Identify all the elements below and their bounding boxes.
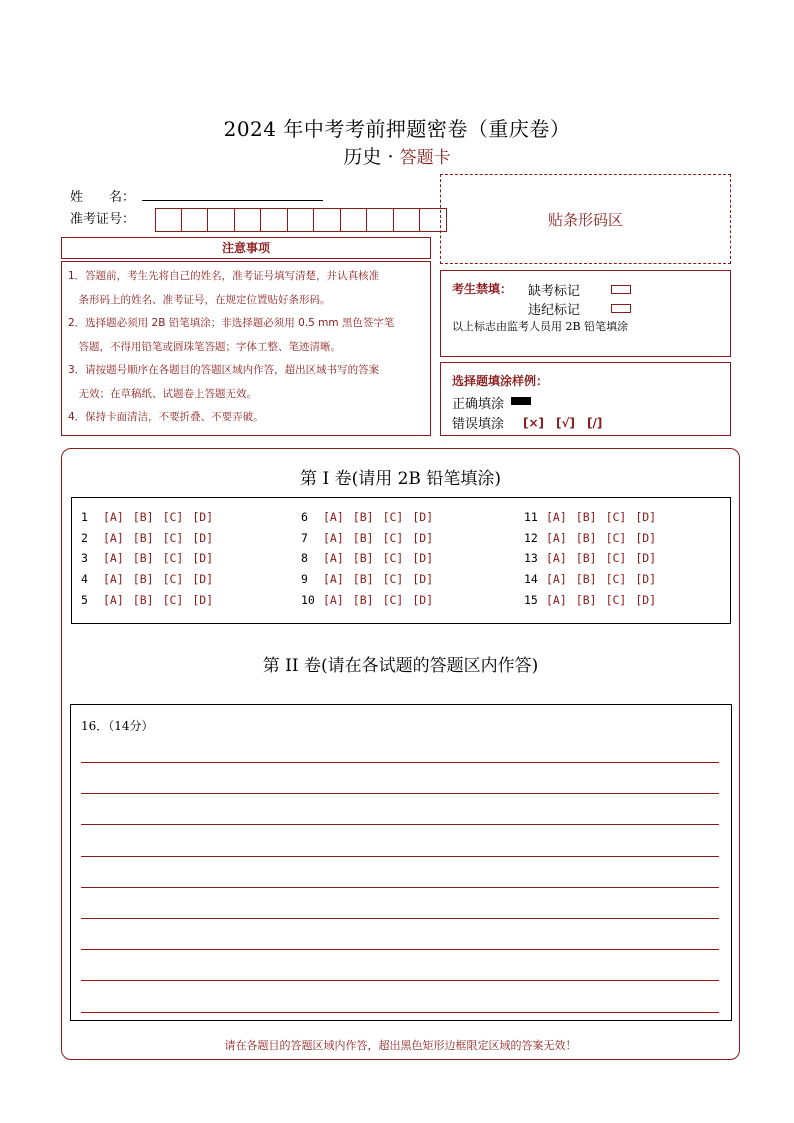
choice-question-row bbox=[81, 548, 222, 569]
question-number: 4 bbox=[81, 572, 88, 587]
exam-id-digit-box[interactable] bbox=[261, 208, 288, 232]
answer-bubble[interactable]: [B] bbox=[575, 572, 597, 587]
exam-id-digit-box[interactable] bbox=[314, 208, 341, 232]
choice-question-row bbox=[81, 590, 222, 611]
answer-bubble[interactable]: [A] bbox=[323, 572, 344, 587]
choice-column bbox=[81, 507, 222, 610]
answer-bubble[interactable]: [B] bbox=[575, 530, 597, 545]
subject-label: 历史 bbox=[343, 146, 382, 168]
notice-heading: 注意事项 bbox=[61, 237, 431, 259]
answer-bubble[interactable]: [C] bbox=[162, 530, 184, 545]
answer-bubble[interactable]: [D] bbox=[192, 530, 214, 545]
prohibit-note: 以上标志由监考人员用 2B 铅笔填涂 bbox=[452, 320, 629, 333]
barcode-label: 贴条形码区 bbox=[547, 210, 623, 229]
answer-bubble[interactable]: [A] bbox=[546, 572, 567, 587]
answer-bubble[interactable]: [D] bbox=[635, 530, 657, 545]
notice-body bbox=[61, 261, 431, 436]
answer-bubble[interactable]: [C] bbox=[605, 572, 627, 587]
answer-bubble[interactable]: [C] bbox=[162, 572, 184, 587]
prohibit-box bbox=[440, 270, 731, 357]
answer-bubble[interactable]: [D] bbox=[412, 572, 434, 587]
choice-column bbox=[301, 507, 442, 610]
prohibit-label: 考生禁填： bbox=[452, 282, 513, 296]
answer-bubble[interactable]: [A] bbox=[546, 551, 567, 566]
choice-question-box bbox=[71, 497, 731, 624]
exam-id-digit-box[interactable] bbox=[208, 208, 235, 232]
wrong-fill-label: 错误填涂 bbox=[452, 417, 505, 432]
question-number: 6 bbox=[301, 510, 308, 524]
name-field[interactable] bbox=[142, 200, 323, 201]
violation-mark-box[interactable] bbox=[611, 302, 631, 316]
answer-bubble[interactable]: [A] bbox=[323, 551, 344, 566]
choice-question-row bbox=[81, 569, 222, 590]
answer-card-label: 答题卡 bbox=[399, 148, 451, 168]
exam-id-digit-box[interactable] bbox=[288, 208, 315, 232]
answer-bubble[interactable]: [A] bbox=[546, 592, 567, 607]
answer-bubble[interactable]: [B] bbox=[132, 510, 154, 524]
answer-bubble[interactable]: [B] bbox=[132, 572, 154, 587]
correct-fill-sample bbox=[511, 397, 531, 405]
answer-bubble[interactable]: [A] bbox=[323, 530, 344, 545]
answer-bubble[interactable]: [C] bbox=[162, 510, 184, 524]
notice-line: 条形码上的姓名、准考证号，在规定位置贴好条形码。 bbox=[68, 293, 331, 306]
page-subtitle bbox=[0, 142, 794, 169]
answer-bubble[interactable]: [B] bbox=[352, 510, 374, 524]
answer-bubble[interactable]: [D] bbox=[412, 510, 434, 524]
answer-bubble[interactable]: [D] bbox=[192, 551, 214, 566]
answer-writing-line bbox=[81, 949, 719, 950]
answer-bubble[interactable]: [A] bbox=[323, 510, 344, 524]
exam-id-digit-box[interactable] bbox=[341, 208, 368, 232]
correct-fill-label: 正确填涂 bbox=[452, 397, 505, 412]
answer-bubble[interactable]: [C] bbox=[382, 592, 404, 607]
answer-bubble[interactable]: [C] bbox=[605, 551, 627, 566]
answer-bubble[interactable]: [B] bbox=[575, 592, 597, 607]
answer-bubble[interactable]: [B] bbox=[132, 592, 154, 607]
choice-question-row bbox=[524, 548, 665, 569]
answer-bubble[interactable]: [B] bbox=[575, 510, 597, 524]
answer-bubble[interactable]: [C] bbox=[382, 572, 404, 587]
answer-bubble[interactable]: [B] bbox=[352, 572, 374, 587]
answer-bubble[interactable]: [D] bbox=[635, 510, 657, 524]
wrong-fill-samples: [×] [√] [/] bbox=[523, 416, 603, 430]
answer-writing-line bbox=[81, 793, 719, 794]
question-16-answer-box[interactable] bbox=[70, 704, 732, 1021]
answer-bubble[interactable]: [A] bbox=[103, 530, 124, 545]
answer-bubble[interactable]: [D] bbox=[412, 530, 434, 545]
answer-bubble[interactable]: [C] bbox=[382, 510, 404, 524]
choice-question-row bbox=[524, 528, 665, 549]
choice-question-row bbox=[301, 528, 442, 549]
exam-id-label: 准考证号： bbox=[70, 212, 136, 227]
answer-bubble[interactable]: [B] bbox=[575, 551, 597, 566]
exam-id-boxes[interactable] bbox=[155, 208, 447, 232]
exam-id-digit-box[interactable] bbox=[394, 208, 421, 232]
subtitle-dot: · bbox=[387, 146, 394, 168]
question-number: 5 bbox=[81, 592, 88, 607]
choice-question-row bbox=[524, 590, 665, 611]
choice-question-row bbox=[301, 590, 442, 611]
question-number: 10 bbox=[301, 592, 315, 607]
notice-line: 2．选择题必须用 2B 铅笔填涂；非选择题必须用 0.5 mm 黑色签字笔 bbox=[68, 317, 395, 329]
question-number: 13 bbox=[524, 551, 538, 566]
choice-column bbox=[524, 507, 665, 610]
absent-mark-label: 缺考标记 bbox=[528, 284, 581, 299]
answer-bubble[interactable]: [D] bbox=[635, 572, 657, 587]
answer-bubble[interactable]: [B] bbox=[132, 551, 154, 566]
answer-bubble[interactable]: [B] bbox=[352, 551, 374, 566]
answer-writing-line bbox=[81, 980, 719, 981]
choice-question-row bbox=[524, 507, 665, 528]
answer-bubble[interactable]: [A] bbox=[103, 592, 124, 607]
choice-question-row bbox=[301, 507, 442, 528]
answer-writing-line bbox=[81, 918, 719, 919]
notice-line: 4．保持卡面清洁，不要折叠、不要弄破。 bbox=[68, 411, 264, 423]
answer-bubble[interactable]: [A] bbox=[546, 510, 567, 524]
choice-question-row bbox=[81, 507, 222, 528]
question-number: 11 bbox=[524, 510, 538, 524]
answer-bubble[interactable]: [C] bbox=[382, 551, 404, 566]
answer-bubble[interactable]: [C] bbox=[162, 592, 184, 607]
question-number: 1 bbox=[81, 510, 88, 524]
answer-writing-line bbox=[81, 887, 719, 888]
answer-bubble[interactable]: [D] bbox=[412, 592, 434, 607]
choice-question-row bbox=[81, 528, 222, 549]
answer-bubble[interactable]: [B] bbox=[352, 592, 374, 607]
question-number: 2 bbox=[81, 530, 88, 545]
exam-id-digit-box[interactable] bbox=[182, 208, 209, 232]
exam-id-digit-box[interactable] bbox=[367, 208, 394, 232]
question-number: 15 bbox=[524, 592, 538, 607]
violation-mark-label: 违纪标记 bbox=[528, 303, 581, 318]
answer-bubble[interactable]: [C] bbox=[382, 530, 404, 545]
answer-bubble[interactable]: [A] bbox=[103, 510, 124, 524]
answer-writing-line bbox=[81, 762, 719, 763]
absent-mark-box[interactable] bbox=[611, 283, 631, 297]
choice-question-row bbox=[301, 569, 442, 590]
answer-bubble[interactable]: [D] bbox=[635, 551, 657, 566]
answer-writing-line bbox=[81, 856, 719, 857]
answer-bubble[interactable]: [B] bbox=[132, 530, 154, 545]
choice-question-row bbox=[301, 548, 442, 569]
notice-line: 无效；在草稿纸、试题卷上答题无效。 bbox=[68, 387, 257, 400]
question-number: 3 bbox=[81, 551, 88, 566]
answer-bubble[interactable]: [A] bbox=[546, 530, 567, 545]
page-title: 2024 年中考考前押题密卷（重庆卷） bbox=[223, 117, 571, 141]
exam-id-digit-box[interactable] bbox=[155, 208, 182, 232]
example-label: 选择题填涂样例： bbox=[452, 374, 549, 388]
barcode-area[interactable] bbox=[440, 174, 731, 264]
notice-line: 3．请按题号顺序在各题目的答题区域内作答，超出区域书写的答案 bbox=[68, 364, 380, 376]
answer-bubble[interactable]: [D] bbox=[192, 572, 214, 587]
answer-bubble[interactable]: [D] bbox=[412, 551, 434, 566]
answer-bubble[interactable]: [A] bbox=[103, 551, 124, 566]
answer-writing-line bbox=[81, 824, 719, 825]
answer-bubble[interactable]: [C] bbox=[605, 592, 627, 607]
choice-question-row bbox=[524, 569, 665, 590]
question-number: 7 bbox=[301, 530, 308, 545]
answer-bubble[interactable]: [D] bbox=[192, 592, 214, 607]
answer-bubble[interactable]: [C] bbox=[162, 551, 184, 566]
fill-example-box bbox=[440, 362, 731, 436]
question-number: 8 bbox=[301, 551, 308, 566]
answer-bubble[interactable]: [B] bbox=[352, 530, 374, 545]
answer-bubble[interactable]: [C] bbox=[605, 510, 627, 524]
answer-bubble[interactable]: [C] bbox=[605, 530, 627, 545]
question-number: 9 bbox=[301, 572, 308, 587]
answer-bubble[interactable]: [A] bbox=[103, 572, 124, 587]
answer-bubble[interactable]: [D] bbox=[192, 510, 214, 524]
exam-id-digit-box[interactable] bbox=[235, 208, 262, 232]
footer-warning: 请在各题目的答题区域内作答，超出黑色矩形边框限定区域的答案无效！ bbox=[224, 1039, 577, 1052]
section2-title: 第 II 卷(请在各试题的答题区内作答) bbox=[262, 656, 539, 676]
notice-line: 答题，不得用铅笔或圆珠笔答题；字体工整、笔迹清晰。 bbox=[68, 340, 341, 353]
question-16-label: 16．（14分） bbox=[81, 719, 154, 733]
notice-line: 1．答题前，考生先将自己的姓名，准考证号填写清楚，并认真核准 bbox=[68, 270, 380, 282]
name-label: 姓 名： bbox=[70, 190, 136, 205]
answer-writing-line bbox=[81, 1012, 719, 1013]
question-number: 12 bbox=[524, 530, 538, 545]
section1-title: 第 I 卷(请用 2B 铅笔填涂) bbox=[300, 469, 501, 489]
answer-bubble[interactable]: [A] bbox=[323, 592, 344, 607]
answer-bubble[interactable]: [D] bbox=[635, 592, 657, 607]
question-number: 14 bbox=[524, 572, 538, 587]
